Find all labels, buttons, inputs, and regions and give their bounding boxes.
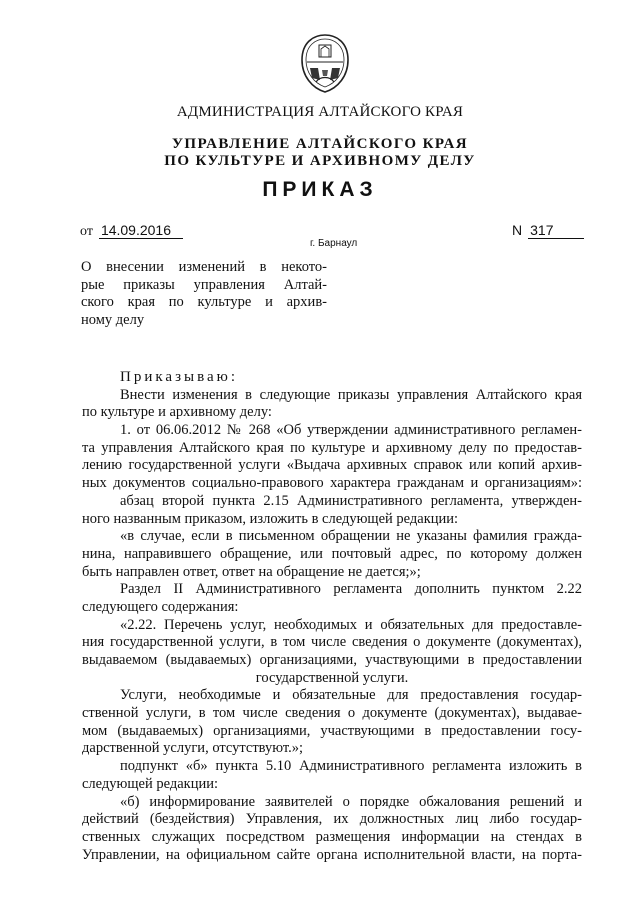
subject-line: О внесении изменений в некото-	[81, 259, 327, 275]
city-label: г. Барнаул	[310, 238, 358, 249]
department-line-2: ПО КУЛЬТУРЕ И АРХИВНОМУ ДЕЛУ	[164, 153, 476, 169]
body-line: ственных служащих посредством размещения информации на стендах в	[82, 828, 582, 845]
body-line: ственной услуги, в том числе сведения о документе (документах), выдавае-	[82, 705, 582, 722]
body-line: лению государственной услуги «Выдача архивных справок или копий архив-	[82, 457, 582, 474]
body-line: та управления Алтайского края по культуре и архивному делу по предостав-	[82, 439, 582, 456]
date-field	[80, 222, 183, 240]
department-name	[0, 136, 640, 170]
body-line: «2.22. Перечень услуг, необходимых и обязательных для предоставле-	[120, 616, 582, 633]
order-body	[82, 369, 582, 864]
administration-name: АДМИНИСТРАЦИЯ АЛТАЙСКОГО КРАЯ	[176, 104, 464, 120]
date-value: 14.09.2016	[99, 222, 183, 239]
body-line: нина, направившего обращение, или почтовый адрес, по которому должен	[82, 545, 582, 562]
body-line: Управлении, на официальном сайте органа исполнительной власти, на порта-	[82, 846, 582, 863]
number-field	[512, 222, 584, 239]
number-label: N	[512, 222, 523, 238]
subject-line: ному делу	[81, 312, 145, 329]
body-line: ного названным приказом, изложить в следующей редакции:	[82, 510, 459, 527]
order-subject	[81, 259, 327, 330]
body-line: государственной услуги.	[255, 669, 409, 686]
date-label: от	[80, 224, 93, 239]
document-title: ПРИКАЗ	[262, 178, 378, 201]
coat-of-arms-icon	[298, 32, 352, 94]
body-line: дарственной услуги, отсутствуют.»;	[82, 740, 304, 757]
body-line: «б) информирование заявителей о порядке обжалования решений и	[120, 793, 582, 810]
subject-line: ского края по культуре и архив-	[81, 294, 327, 311]
body-line: выдаваемом (выдаваемых) организациями, участвующими в предоставлении	[82, 652, 582, 668]
body-line: по культуре и архивному делу:	[82, 404, 272, 421]
body-line: Услуги, необходимые и обязательные для предоставления государ-	[120, 687, 582, 704]
body-line: абзац второй пункта 2.15 Административного регламента, утвержден-	[120, 492, 582, 509]
body-line: мом (выдаваемых) организациями, участвующими в предоставлении госу-	[82, 722, 582, 739]
order-heading: Приказываю:	[120, 369, 238, 385]
body-line: следующего содержания:	[82, 598, 239, 615]
body-line: следующей редакции:	[82, 775, 219, 792]
body-line: «в случае, если в письменном обращении не указаны фамилия гражда-	[120, 528, 582, 545]
body-line: ния государственной услуги, в том числе сведения о документе (документах),	[82, 634, 582, 651]
number-value: 317	[528, 222, 584, 239]
body-line: ных документов социально-правового характера гражданам и организациям»:	[82, 475, 582, 492]
subject-line: рые приказы управления Алтай-	[81, 276, 327, 293]
department-line-1: УПРАВЛЕНИЕ АЛТАЙСКОГО КРАЯ	[172, 136, 468, 152]
body-line: подпункт «б» пункта 5.10 Административного регламента изложить в	[120, 758, 582, 775]
body-line: быть направлен ответ, ответ на обращение не дается;»;	[82, 563, 421, 580]
body-line: действий (бездействия) Управления, их должностных лиц либо государ-	[82, 811, 582, 828]
body-line: Раздел II Административного регламента дополнить пунктом 2.22	[120, 581, 582, 598]
body-line: Внести изменения в следующие приказы управления Алтайского края	[120, 386, 582, 403]
body-line: 1. от 06.06.2012 № 268 «Об утверждении административного регламен-	[120, 422, 582, 439]
